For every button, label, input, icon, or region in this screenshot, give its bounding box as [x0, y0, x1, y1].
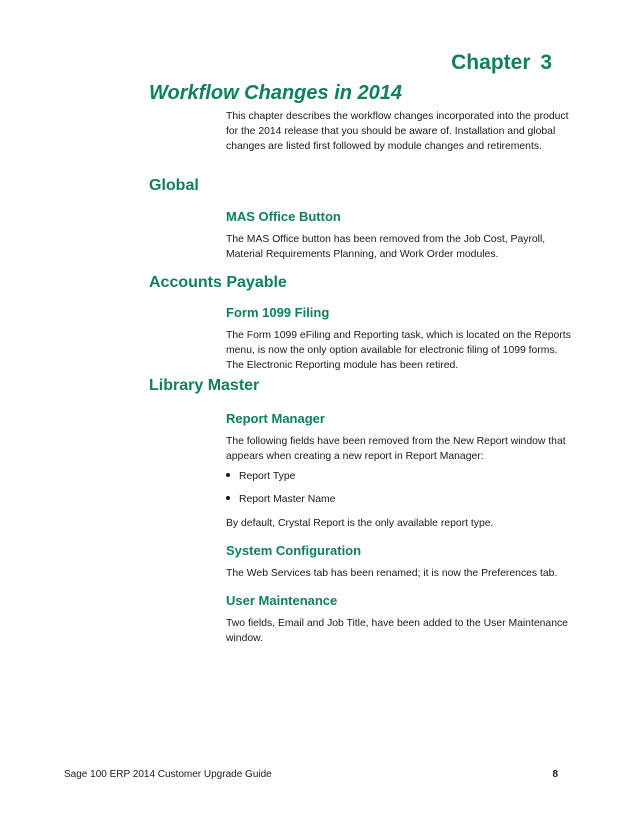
bullet-icon	[226, 496, 230, 500]
section-heading-library-master: Library Master	[149, 377, 260, 394]
footer-guide-title: Sage 100 ERP 2014 Customer Upgrade Guide	[64, 769, 272, 780]
form-1099-paragraph: The Form 1099 eFiling and Reporting task, which is located on the Reports menu, is now the only option available for electronic filing of 1099 forms. The Electronic Reporting module has been retired.	[226, 330, 571, 371]
subsection-heading-report-manager: Report Manager	[226, 411, 325, 426]
system-configuration-paragraph: The Web Services tab has been renamed; it is now the Preferences tab.	[226, 568, 558, 579]
subsection-heading-user-maintenance: User Maintenance	[226, 593, 338, 608]
bullet-text: Report Type	[239, 471, 296, 482]
subsection-heading-mas-office-button: MAS Office Button	[226, 209, 341, 224]
mas-office-paragraph: The MAS Office button has been removed from the Job Cost, Payroll, Material Requirements Planning, and Work Order modules.	[226, 234, 546, 260]
bullet-item-report-type	[226, 471, 295, 482]
subsection-heading-form-1099: Form 1099 Filing	[226, 305, 330, 320]
report-manager-paragraph: The following fields have been removed from the New Report window that appears when creating a new report in Report Manager:	[226, 436, 566, 462]
section-heading-global: Global	[149, 177, 199, 194]
user-maintenance-paragraph: Two fields, Email and Job Title, have been added to the User Maintenance window.	[226, 618, 568, 644]
chapter-title: Workflow Changes in 2014	[149, 82, 403, 104]
report-manager-after-paragraph: By default, Crystal Report is the only available report type.	[226, 518, 494, 529]
chapter-label: Chapter 3	[451, 51, 552, 74]
bullet-text: Report Master Name	[239, 494, 336, 505]
footer-page-number: 8	[552, 769, 558, 780]
intro-paragraph: This chapter describes the workflow changes incorporated into the product for the 2014 release that you should be aware of. Installation and global changes are listed first followed by module changes and retirements.	[226, 111, 569, 152]
section-heading-accounts-payable: Accounts Payable	[149, 274, 287, 291]
bullet-icon	[226, 473, 230, 477]
subsection-heading-system-configuration: System Configuration	[226, 543, 362, 558]
bullet-item-report-master-name	[226, 494, 335, 505]
